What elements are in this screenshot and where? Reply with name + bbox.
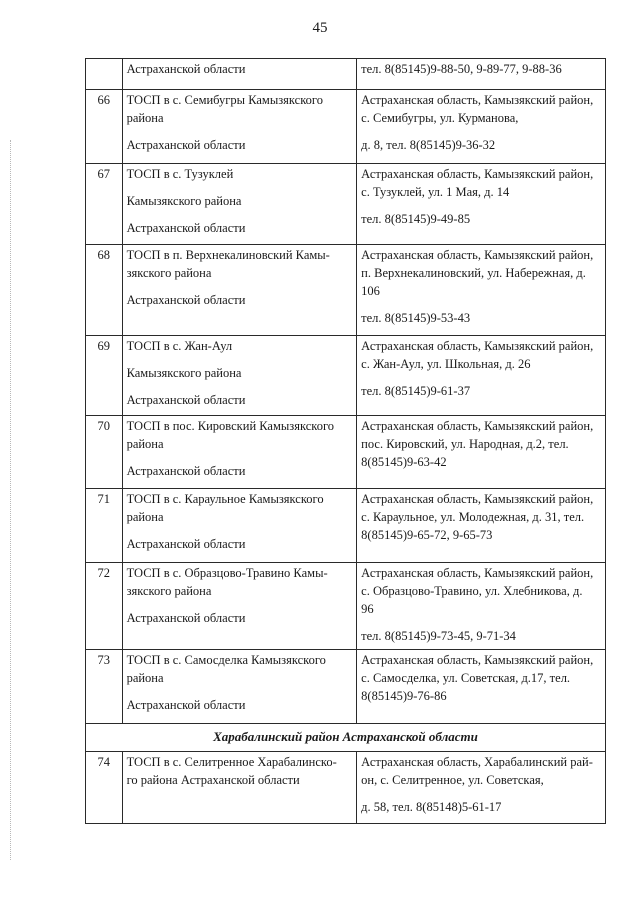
office-name-line: ТОСП в с. Селитренное Харабалинско-	[126, 755, 337, 769]
office-name-line: го района Астраханской области	[126, 773, 300, 787]
address-line: Астраханская область, Камызякский район,	[361, 653, 594, 667]
address-line: Астраханская область, Камызякский район,	[361, 566, 594, 580]
address-cell	[357, 90, 606, 164]
address-line: с. Образцово-Травино, ул. Хлебникова, д.	[361, 584, 583, 598]
address-cell	[357, 245, 606, 336]
address-line: д. 8, тел. 8(85145)9-36-32	[361, 138, 496, 152]
address-line: с. Караульное, ул. Молодежная, д. 31, тел.	[361, 510, 585, 524]
section-heading: Харабалинский район Астраханской области	[86, 724, 606, 752]
section-heading-row	[86, 724, 606, 752]
address-line: 8(85145)9-76-86	[361, 689, 447, 703]
address-line: Астраханская область, Камызякский район,	[361, 492, 594, 506]
office-registry-table	[85, 58, 606, 824]
table-row	[86, 416, 606, 489]
address-cell	[357, 59, 606, 90]
office-name-line: Астраханской области	[126, 62, 246, 76]
address-line: Астраханская область, Камызякский район,	[361, 167, 594, 181]
row-number-cell: 74	[86, 752, 123, 824]
office-name-line: ТОСП в п. Верхнекалиновский Камы-	[126, 248, 330, 262]
office-name-line: района	[126, 111, 164, 125]
row-number-cell: 71	[86, 489, 123, 563]
office-name-line: Астраханской области	[126, 293, 246, 307]
office-name-line: Астраханской области	[126, 138, 246, 152]
office-name-line: Астраханской области	[126, 537, 246, 551]
office-name-cell	[122, 489, 357, 563]
address-line: тел. 8(85145)9-61-37	[361, 384, 471, 398]
address-line: с. Семибугры, ул. Курманова,	[361, 111, 519, 125]
row-number-cell: 67	[86, 164, 123, 245]
address-line: Астраханская область, Харабалинский рай-	[361, 755, 593, 769]
office-name-line: района	[126, 671, 164, 685]
office-name-line: зякского района	[126, 584, 212, 598]
office-name-line: ТОСП в с. Образцово-Травино Камы-	[126, 566, 328, 580]
address-line: тел. 8(85145)9-49-85	[361, 212, 471, 226]
office-name-line: Астраханской области	[126, 221, 246, 235]
address-line: 8(85145)9-65-72, 9-65-73	[361, 528, 493, 542]
table-row	[86, 489, 606, 563]
address-cell	[357, 416, 606, 489]
office-name-line: Астраханской области	[126, 611, 246, 625]
address-cell	[357, 164, 606, 245]
office-name-line: ТОСП в с. Самосделка Камызякского	[126, 653, 326, 667]
address-line: 106	[361, 284, 380, 298]
row-number-cell: 68	[86, 245, 123, 336]
office-name-line: зякского района	[126, 266, 212, 280]
row-number-cell: 73	[86, 650, 123, 724]
address-line: Астраханская область, Камызякский район,	[361, 419, 594, 433]
row-number-cell	[86, 59, 123, 90]
office-name-line: Астраханской области	[126, 698, 246, 712]
address-line: с. Жан-Аул, ул. Школьная, д. 26	[361, 357, 531, 371]
address-cell	[357, 650, 606, 724]
address-line: Астраханская область, Камызякский район,	[361, 339, 594, 353]
office-name-line: ТОСП в с. Караульное Камызякского	[126, 492, 324, 506]
address-line: Астраханская область, Камызякский район,	[361, 248, 594, 262]
table-row	[86, 336, 606, 416]
address-line: тел. 8(85145)9-73-45, 9-71-34	[361, 629, 516, 643]
table-row	[86, 164, 606, 245]
office-name-line: района	[126, 437, 164, 451]
table-row	[86, 752, 606, 824]
office-name-line: Астраханской области	[126, 393, 246, 407]
address-cell	[357, 336, 606, 416]
row-number-cell: 69	[86, 336, 123, 416]
address-line: тел. 8(85145)9-88-50, 9-89-77, 9-88-36	[361, 62, 562, 76]
address-cell	[357, 563, 606, 650]
table-row	[86, 59, 606, 90]
office-name-line: Астраханской области	[126, 464, 246, 478]
office-name-cell	[122, 650, 357, 724]
address-line: д. 58, тел. 8(85148)5-61-17	[361, 800, 502, 814]
office-name-line: ТОСП в с. Семибугры Камызякского	[126, 93, 323, 107]
office-name-cell	[122, 416, 357, 489]
office-name-cell	[122, 752, 357, 824]
page-number: 45	[312, 20, 328, 36]
address-line: 96	[361, 602, 374, 616]
address-line: п. Верхнекалиновский, ул. Набережная, д.	[361, 266, 586, 280]
address-line: пос. Кировский, ул. Народная, д.2, тел.	[361, 437, 569, 451]
office-name-line: Камызякского района	[126, 194, 242, 208]
table-row	[86, 650, 606, 724]
address-cell	[357, 489, 606, 563]
scan-margin-marks	[10, 140, 12, 860]
office-name-cell	[122, 245, 357, 336]
address-line: Астраханская область, Камызякский район,	[361, 93, 594, 107]
office-name-line: ТОСП в пос. Кировский Камызякского	[126, 419, 335, 433]
address-line: он, с. Селитренное, ул. Советская,	[361, 773, 544, 787]
address-line: с. Тузуклей, ул. 1 Мая, д. 14	[361, 185, 510, 199]
office-name-line: ТОСП в с. Тузуклей	[126, 167, 234, 181]
table-row	[86, 563, 606, 650]
address-line: тел. 8(85145)9-53-43	[361, 311, 471, 325]
row-number-cell: 72	[86, 563, 123, 650]
address-cell	[357, 752, 606, 824]
row-number-cell: 66	[86, 90, 123, 164]
office-name-line: ТОСП в с. Жан-Аул	[126, 339, 233, 353]
office-name-cell	[122, 164, 357, 245]
office-name-line: Камызякского района	[126, 366, 242, 380]
table-row	[86, 90, 606, 164]
office-name-cell	[122, 59, 357, 90]
office-name-cell	[122, 563, 357, 650]
address-line: с. Самосделка, ул. Советская, д.17, тел.	[361, 671, 571, 685]
office-name-cell	[122, 90, 357, 164]
office-name-line: района	[126, 510, 164, 524]
table-row	[86, 245, 606, 336]
office-name-cell	[122, 336, 357, 416]
row-number-cell: 70	[86, 416, 123, 489]
address-line: 8(85145)9-63-42	[361, 455, 447, 469]
